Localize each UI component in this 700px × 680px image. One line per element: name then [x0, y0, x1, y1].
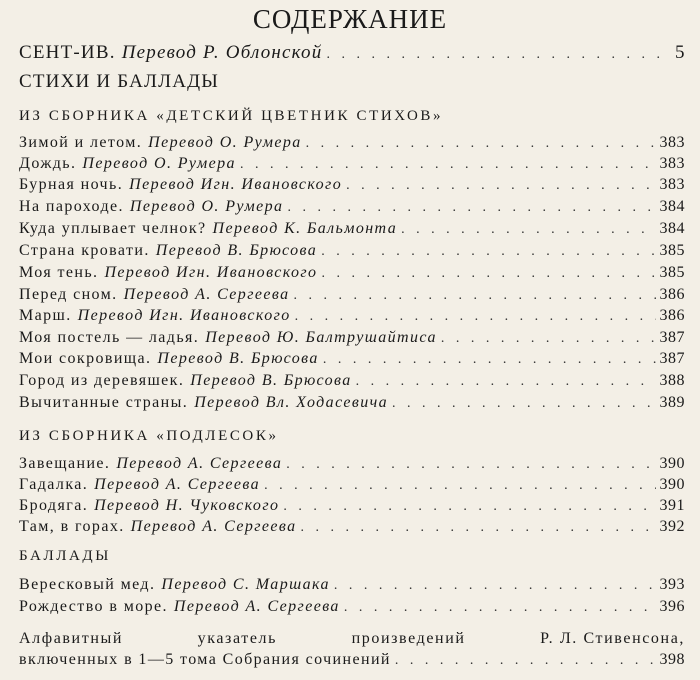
dot-leader — [356, 374, 656, 390]
entry-translator: Перевод О. Румера — [82, 155, 236, 172]
toc-entry — [19, 242, 685, 260]
entry-translator: Перевод Игн. Ивановского — [104, 264, 318, 281]
entry-translator: Перевод А. Сергеева — [173, 598, 340, 615]
entry-page: 387 — [659, 329, 685, 346]
toc-entry — [19, 576, 685, 594]
dot-leader — [346, 178, 655, 194]
dot-leader — [286, 457, 655, 473]
entry-title: Завещание. — [19, 455, 111, 472]
entry-title: Бурная ночь. — [19, 176, 124, 193]
dot-leader — [283, 499, 655, 515]
entry-title: Бродяга. — [19, 497, 89, 514]
entry-page: 386 — [659, 307, 685, 324]
entry-title: Моя тень. — [19, 264, 99, 281]
entry-title: На пароходе. — [19, 198, 124, 215]
dot-leader — [306, 136, 656, 152]
entry-translator: Перевод В. Брюсова — [155, 242, 318, 259]
entry-title: Вычитанные страны. — [19, 394, 189, 411]
entry-page: 383 — [659, 176, 685, 193]
entry-title: СЕНТ-ИВ. — [19, 42, 116, 63]
entry-title: Моя постель — ладья. — [19, 329, 200, 346]
section-heading-2: ИЗ СБОРНИКА «ПОДЛЕСОК» — [19, 428, 279, 444]
entry-page: 389 — [659, 394, 685, 411]
toc-entry — [19, 350, 685, 368]
entry-page: 384 — [659, 198, 685, 215]
entry-page: 383 — [659, 155, 685, 172]
toc-entry — [19, 286, 685, 304]
toc-entry — [19, 372, 685, 390]
entry-translator: Перевод А. Сергеева — [123, 286, 290, 303]
toc-entry — [19, 198, 685, 216]
dot-leader — [240, 157, 656, 173]
entry-translator: Перевод Р. Облонской — [121, 42, 323, 63]
toc-entry — [19, 155, 685, 173]
dot-leader — [344, 600, 656, 616]
entry-translator: Перевод Вл. Ходасевича — [194, 394, 389, 411]
dot-leader — [441, 331, 656, 347]
toc-entry — [19, 476, 685, 494]
entry-title: Там, в горах. — [19, 518, 125, 535]
entry-translator: Перевод С. Маршака — [161, 576, 330, 593]
entry-title: Город из деревяшек. — [19, 372, 185, 389]
entry-title: Рождество в море. — [19, 598, 168, 615]
entry-title: Мои сокровища. — [19, 350, 152, 367]
entry-translator: Перевод В. Брюсова — [157, 350, 319, 367]
dot-leader — [295, 309, 656, 325]
entry-page: 5 — [675, 42, 685, 63]
entry-title: Дождь. — [19, 155, 77, 172]
section-heading-1: ИЗ СБОРНИКА «ДЕТСКИЙ ЦВЕТНИК СТИХОВ» — [19, 108, 444, 124]
entry-translator: Перевод К. Бальмонта — [212, 220, 398, 237]
toc-entry — [19, 176, 685, 194]
entry-title: Куда уплывает челнок? — [19, 220, 207, 237]
entry-translator: Перевод Игн. Ивановского — [77, 307, 291, 324]
dot-leader — [395, 653, 656, 669]
entry-page: 396 — [659, 598, 685, 615]
entry-page: 392 — [659, 518, 685, 535]
entry-title: Гадалка. — [19, 476, 89, 493]
entry-title: Страна кровати. — [19, 242, 150, 259]
entry-translator: Перевод Игн. Ивановского — [129, 176, 343, 193]
entry-title: Зимой и летом. — [19, 134, 143, 151]
dot-leader — [334, 578, 656, 594]
entry-page: 385 — [659, 264, 685, 281]
page-title: СОДЕРЖАНИЕ — [252, 4, 448, 34]
entry-page: 386 — [659, 286, 685, 303]
entry-page: 393 — [659, 576, 685, 593]
toc-entry — [19, 598, 685, 616]
entry-page: 385 — [659, 242, 685, 259]
section-heading-3: БАЛЛАДЫ — [19, 548, 111, 564]
dot-leader — [294, 288, 656, 304]
toc-entry — [19, 264, 685, 282]
entry-title: включенных в 1—5 тома Собрания сочинений — [19, 651, 391, 668]
entry-translator: Перевод А. Сергеева — [130, 518, 297, 535]
toc-entry-intro — [19, 42, 685, 64]
entry-translator: Перевод А. Сергеева — [116, 455, 283, 472]
index-entry-line2 — [19, 651, 685, 669]
part-heading: СТИХИ И БАЛЛАДЫ — [19, 71, 220, 92]
entry-translator: Перевод Ю. Балтрушайтиса — [205, 329, 437, 346]
toc-entry — [19, 307, 685, 325]
entry-page: 390 — [659, 476, 685, 493]
entry-page: 398 — [659, 651, 685, 668]
toc-entry — [19, 394, 685, 412]
dot-leader — [401, 222, 655, 238]
toc-entry — [19, 455, 685, 473]
entry-page: 388 — [659, 372, 685, 389]
entry-title: Марш. — [19, 307, 72, 324]
entry-translator: Перевод А. Сергеева — [94, 476, 261, 493]
toc-entry — [19, 497, 685, 515]
toc-entry — [19, 220, 685, 238]
entry-page: 387 — [659, 350, 685, 367]
dot-leader — [392, 396, 655, 412]
entry-translator: Перевод Н. Чуковского — [94, 497, 280, 514]
entry-title: Перед сном. — [19, 286, 118, 303]
index-entry-line1: Алфавитный указатель произведений Р. Л. Стивенсона, — [19, 630, 685, 647]
toc-entry — [19, 134, 685, 152]
toc-entry — [19, 518, 685, 536]
entry-translator: Перевод В. Брюсова — [190, 372, 352, 389]
dot-leader — [264, 478, 655, 494]
entry-translator: Перевод О. Румера — [148, 134, 302, 151]
dot-leader — [287, 200, 655, 216]
entry-title: Вересковый мед. — [19, 576, 156, 593]
dot-leader — [326, 47, 671, 63]
entry-translator: Перевод О. Румера — [129, 198, 284, 215]
toc-entry — [19, 329, 685, 347]
entry-page: 383 — [659, 134, 685, 151]
dot-leader — [301, 520, 656, 536]
entry-page: 390 — [659, 455, 685, 472]
entry-page: 391 — [659, 497, 685, 514]
entry-page: 384 — [659, 220, 685, 237]
dot-leader — [321, 266, 655, 282]
dot-leader — [323, 352, 656, 368]
dot-leader — [321, 244, 655, 260]
